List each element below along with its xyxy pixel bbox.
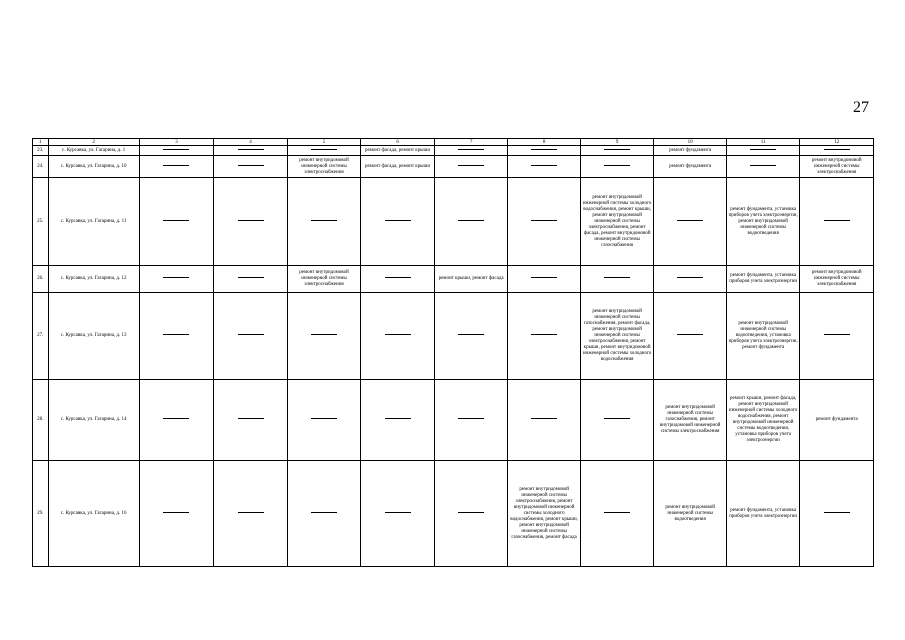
address-cell	[48, 266, 139, 293]
page-number: 27	[853, 99, 869, 116]
empty-dash-cell	[654, 178, 727, 266]
empty-dash-cell	[434, 293, 508, 380]
empty-dash-cell	[139, 266, 214, 293]
empty-dash-cell	[139, 293, 214, 380]
address-label: с. Курсавка, ул. Гагарина, д. 10	[60, 163, 127, 169]
header-cell: 6	[361, 139, 435, 146]
work-cell: ремонт фасада, ремонт крыши	[361, 146, 435, 156]
dash-mark	[238, 165, 264, 166]
empty-dash-cell	[214, 293, 288, 380]
dash-mark	[531, 165, 557, 166]
dash-mark	[531, 149, 557, 150]
empty-dash-cell	[654, 266, 727, 293]
work-cell: ремонт фундамента, установка приборов учета электроэнергии, ремонт внутридомовой инженерной системы водоотведения	[726, 178, 800, 266]
row-number: 26.	[33, 266, 49, 293]
dash-mark	[311, 220, 337, 221]
address-label: с. Курсавка, ул. Гагарина, д. 12	[60, 276, 127, 281]
work-cell: ремонт внутридомовой инженерной системы электроснабжения	[800, 266, 874, 293]
dash-mark	[604, 512, 630, 513]
dash-mark	[677, 334, 703, 335]
header-cell: 10	[654, 139, 727, 146]
address-cell	[48, 293, 139, 380]
dash-mark	[604, 277, 630, 278]
dash-mark	[163, 165, 189, 166]
empty-dash-cell	[287, 178, 361, 266]
header-cell: 3	[139, 139, 214, 146]
empty-dash-cell	[800, 293, 874, 380]
empty-dash-cell	[139, 156, 214, 178]
work-cell: ремонт внутридомовой инженерной системы электроснабжения	[800, 156, 874, 178]
dash-mark	[531, 334, 557, 335]
dash-mark	[311, 418, 337, 419]
dash-mark	[238, 418, 264, 419]
dash-mark	[824, 512, 850, 513]
empty-dash-cell	[287, 146, 361, 156]
dash-mark	[824, 334, 850, 335]
empty-dash-cell	[580, 156, 654, 178]
row-number: 28.	[33, 380, 49, 461]
dash-mark	[311, 512, 337, 513]
work-cell: ремонт фундамента, установка приборов учета электроэнергии	[726, 461, 800, 567]
dash-mark	[238, 149, 264, 150]
address-label: с. Курсавка, ул. Гагарина, д. 13	[60, 333, 127, 338]
dash-mark	[604, 149, 630, 150]
empty-dash-cell	[654, 293, 727, 380]
address-label: с. Курсавка, ул. Гагарина, д. 11	[60, 218, 127, 224]
dash-mark	[531, 277, 557, 278]
header-cell: 8	[508, 139, 581, 146]
row-number: 23.	[33, 146, 49, 156]
dash-mark	[163, 277, 189, 278]
header-row	[33, 139, 874, 146]
empty-dash-cell	[580, 146, 654, 156]
work-cell: ремонт внутридомовой инженерной системы газоснабжения, ремонт внутридомовой инженерной системы электроснабжения	[654, 380, 727, 461]
repair-schedule-table	[32, 138, 874, 567]
empty-dash-cell	[800, 461, 874, 567]
empty-dash-cell	[726, 156, 800, 178]
empty-dash-cell	[214, 380, 288, 461]
address-label: с. Курсавка, ул. Гагарина, д. 16	[60, 510, 127, 516]
dash-mark	[385, 418, 411, 419]
dash-mark	[677, 277, 703, 278]
dash-mark	[163, 334, 189, 335]
dash-mark	[604, 165, 630, 166]
table-row	[33, 266, 874, 293]
empty-dash-cell	[214, 156, 288, 178]
header-cell: 2	[48, 139, 139, 146]
empty-dash-cell	[800, 178, 874, 266]
address-cell	[48, 461, 139, 567]
empty-dash-cell	[287, 293, 361, 380]
table-row	[33, 146, 874, 156]
work-cell: ремонт фундамента	[654, 146, 727, 156]
table-row	[33, 156, 874, 178]
work-cell: ремонт внутридомовой инженерной системы электроснабжения	[287, 266, 361, 293]
dash-mark	[824, 149, 850, 150]
dash-mark	[750, 149, 776, 150]
empty-dash-cell	[726, 146, 800, 156]
work-cell: ремонт крыши, ремонт фасада	[434, 266, 508, 293]
work-cell: ремонт крыши, ремонт фасада, ремонт внутридомовой инженерной системы холодного водоснабжения, ремонт внутридомовой инженерной системы водоотведения, установка приборов учета электроэнергии	[726, 380, 800, 461]
address-label: с. Курсавка, ул. Гагарина, д. 14	[60, 417, 127, 422]
header-cell: 5	[287, 139, 361, 146]
address-label: с. Курсавка, ул. Гагарина, д. 1	[61, 147, 126, 153]
work-cell: ремонт фундамента	[654, 156, 727, 178]
address-cell	[48, 178, 139, 266]
dash-mark	[458, 220, 484, 221]
work-cell: ремонт фундамента, установка приборов учета электроэнергии	[726, 266, 800, 293]
work-cell: ремонт внутридомовой инженерной системы водоотведения, установка приборов учета электроэнергии, ремонт фундамента	[726, 293, 800, 380]
dash-mark	[458, 512, 484, 513]
dash-mark	[311, 334, 337, 335]
table-row	[33, 380, 874, 461]
address-cell	[48, 156, 139, 178]
dash-mark	[163, 418, 189, 419]
empty-dash-cell	[508, 178, 581, 266]
empty-dash-cell	[800, 146, 874, 156]
dash-mark	[677, 220, 703, 221]
dash-mark	[238, 220, 264, 221]
empty-dash-cell	[361, 293, 435, 380]
work-cell: ремонт фундамента	[800, 380, 874, 461]
dash-mark	[458, 165, 484, 166]
empty-dash-cell	[361, 380, 435, 461]
dash-mark	[604, 418, 630, 419]
dash-mark	[824, 220, 850, 221]
dash-mark	[238, 512, 264, 513]
work-cell: ремонт внутридомовой инженерной системы холодного водоснабжения, ремонт крыши, ремонт внутридомовой инженерной системы электроснабжения, ремонт фасада, ремонт внутридомовой инженерной системы газоснабжения	[580, 178, 654, 266]
dash-mark	[458, 418, 484, 419]
empty-dash-cell	[139, 178, 214, 266]
empty-dash-cell	[361, 266, 435, 293]
empty-dash-cell	[508, 380, 581, 461]
empty-dash-cell	[361, 461, 435, 567]
empty-dash-cell	[508, 266, 581, 293]
dash-mark	[458, 334, 484, 335]
dash-mark	[385, 277, 411, 278]
empty-dash-cell	[580, 266, 654, 293]
dash-mark	[531, 220, 557, 221]
table-row	[33, 293, 874, 380]
empty-dash-cell	[434, 146, 508, 156]
dash-mark	[750, 165, 776, 166]
work-cell: ремонт внутридомовой инженерной системы электроснабжения	[287, 156, 361, 178]
header-cell: 11	[726, 139, 800, 146]
table-row	[33, 178, 874, 266]
work-cell: ремонт внутридомовой инженерной системы водоотведения	[654, 461, 727, 567]
header-cell: 9	[580, 139, 654, 146]
header-cell: 4	[214, 139, 288, 146]
empty-dash-cell	[508, 156, 581, 178]
dash-mark	[163, 149, 189, 150]
dash-mark	[163, 220, 189, 221]
row-number: 29.	[33, 461, 49, 567]
row-number: 25.	[33, 178, 49, 266]
empty-dash-cell	[214, 146, 288, 156]
header-cell: 1	[33, 139, 49, 146]
row-number: 24.	[33, 156, 49, 178]
dash-mark	[458, 149, 484, 150]
dash-mark	[163, 512, 189, 513]
dash-mark	[385, 512, 411, 513]
empty-dash-cell	[508, 293, 581, 380]
empty-dash-cell	[139, 380, 214, 461]
empty-dash-cell	[508, 146, 581, 156]
empty-dash-cell	[361, 178, 435, 266]
address-cell	[48, 380, 139, 461]
dash-mark	[238, 277, 264, 278]
header-cell: 7	[434, 139, 508, 146]
row-number: 27.	[33, 293, 49, 380]
empty-dash-cell	[214, 266, 288, 293]
dash-mark	[385, 334, 411, 335]
work-cell: ремонт внутридомовой инженерной системы электроснабжения, ремонт внутридомовой инженерной системы холодного водоснабжения, ремонт крыши, ремонт внутридомовой инженерной системы газоснабжения, ремонт фасада	[508, 461, 581, 567]
header-cell: 12	[800, 139, 874, 146]
empty-dash-cell	[287, 461, 361, 567]
work-cell: ремонт фасада, ремонт крыши	[361, 156, 435, 178]
empty-dash-cell	[434, 461, 508, 567]
empty-dash-cell	[434, 178, 508, 266]
empty-dash-cell	[580, 380, 654, 461]
empty-dash-cell	[214, 461, 288, 567]
empty-dash-cell	[139, 146, 214, 156]
table-row	[33, 461, 874, 567]
work-cell: ремонт внутридомовой инженерной системы газоснабжения, ремонт фасада, ремонт внутридомовой инженерной системы электроснабжения, ремонт крыши, ремонт внутридомовой инженерной системы холодного водоснабжения	[580, 293, 654, 380]
empty-dash-cell	[214, 178, 288, 266]
dash-mark	[385, 220, 411, 221]
dash-mark	[311, 149, 337, 150]
address-cell	[48, 146, 139, 156]
empty-dash-cell	[434, 156, 508, 178]
empty-dash-cell	[287, 380, 361, 461]
dash-mark	[238, 334, 264, 335]
dash-mark	[531, 418, 557, 419]
empty-dash-cell	[139, 461, 214, 567]
empty-dash-cell	[580, 461, 654, 567]
empty-dash-cell	[434, 380, 508, 461]
